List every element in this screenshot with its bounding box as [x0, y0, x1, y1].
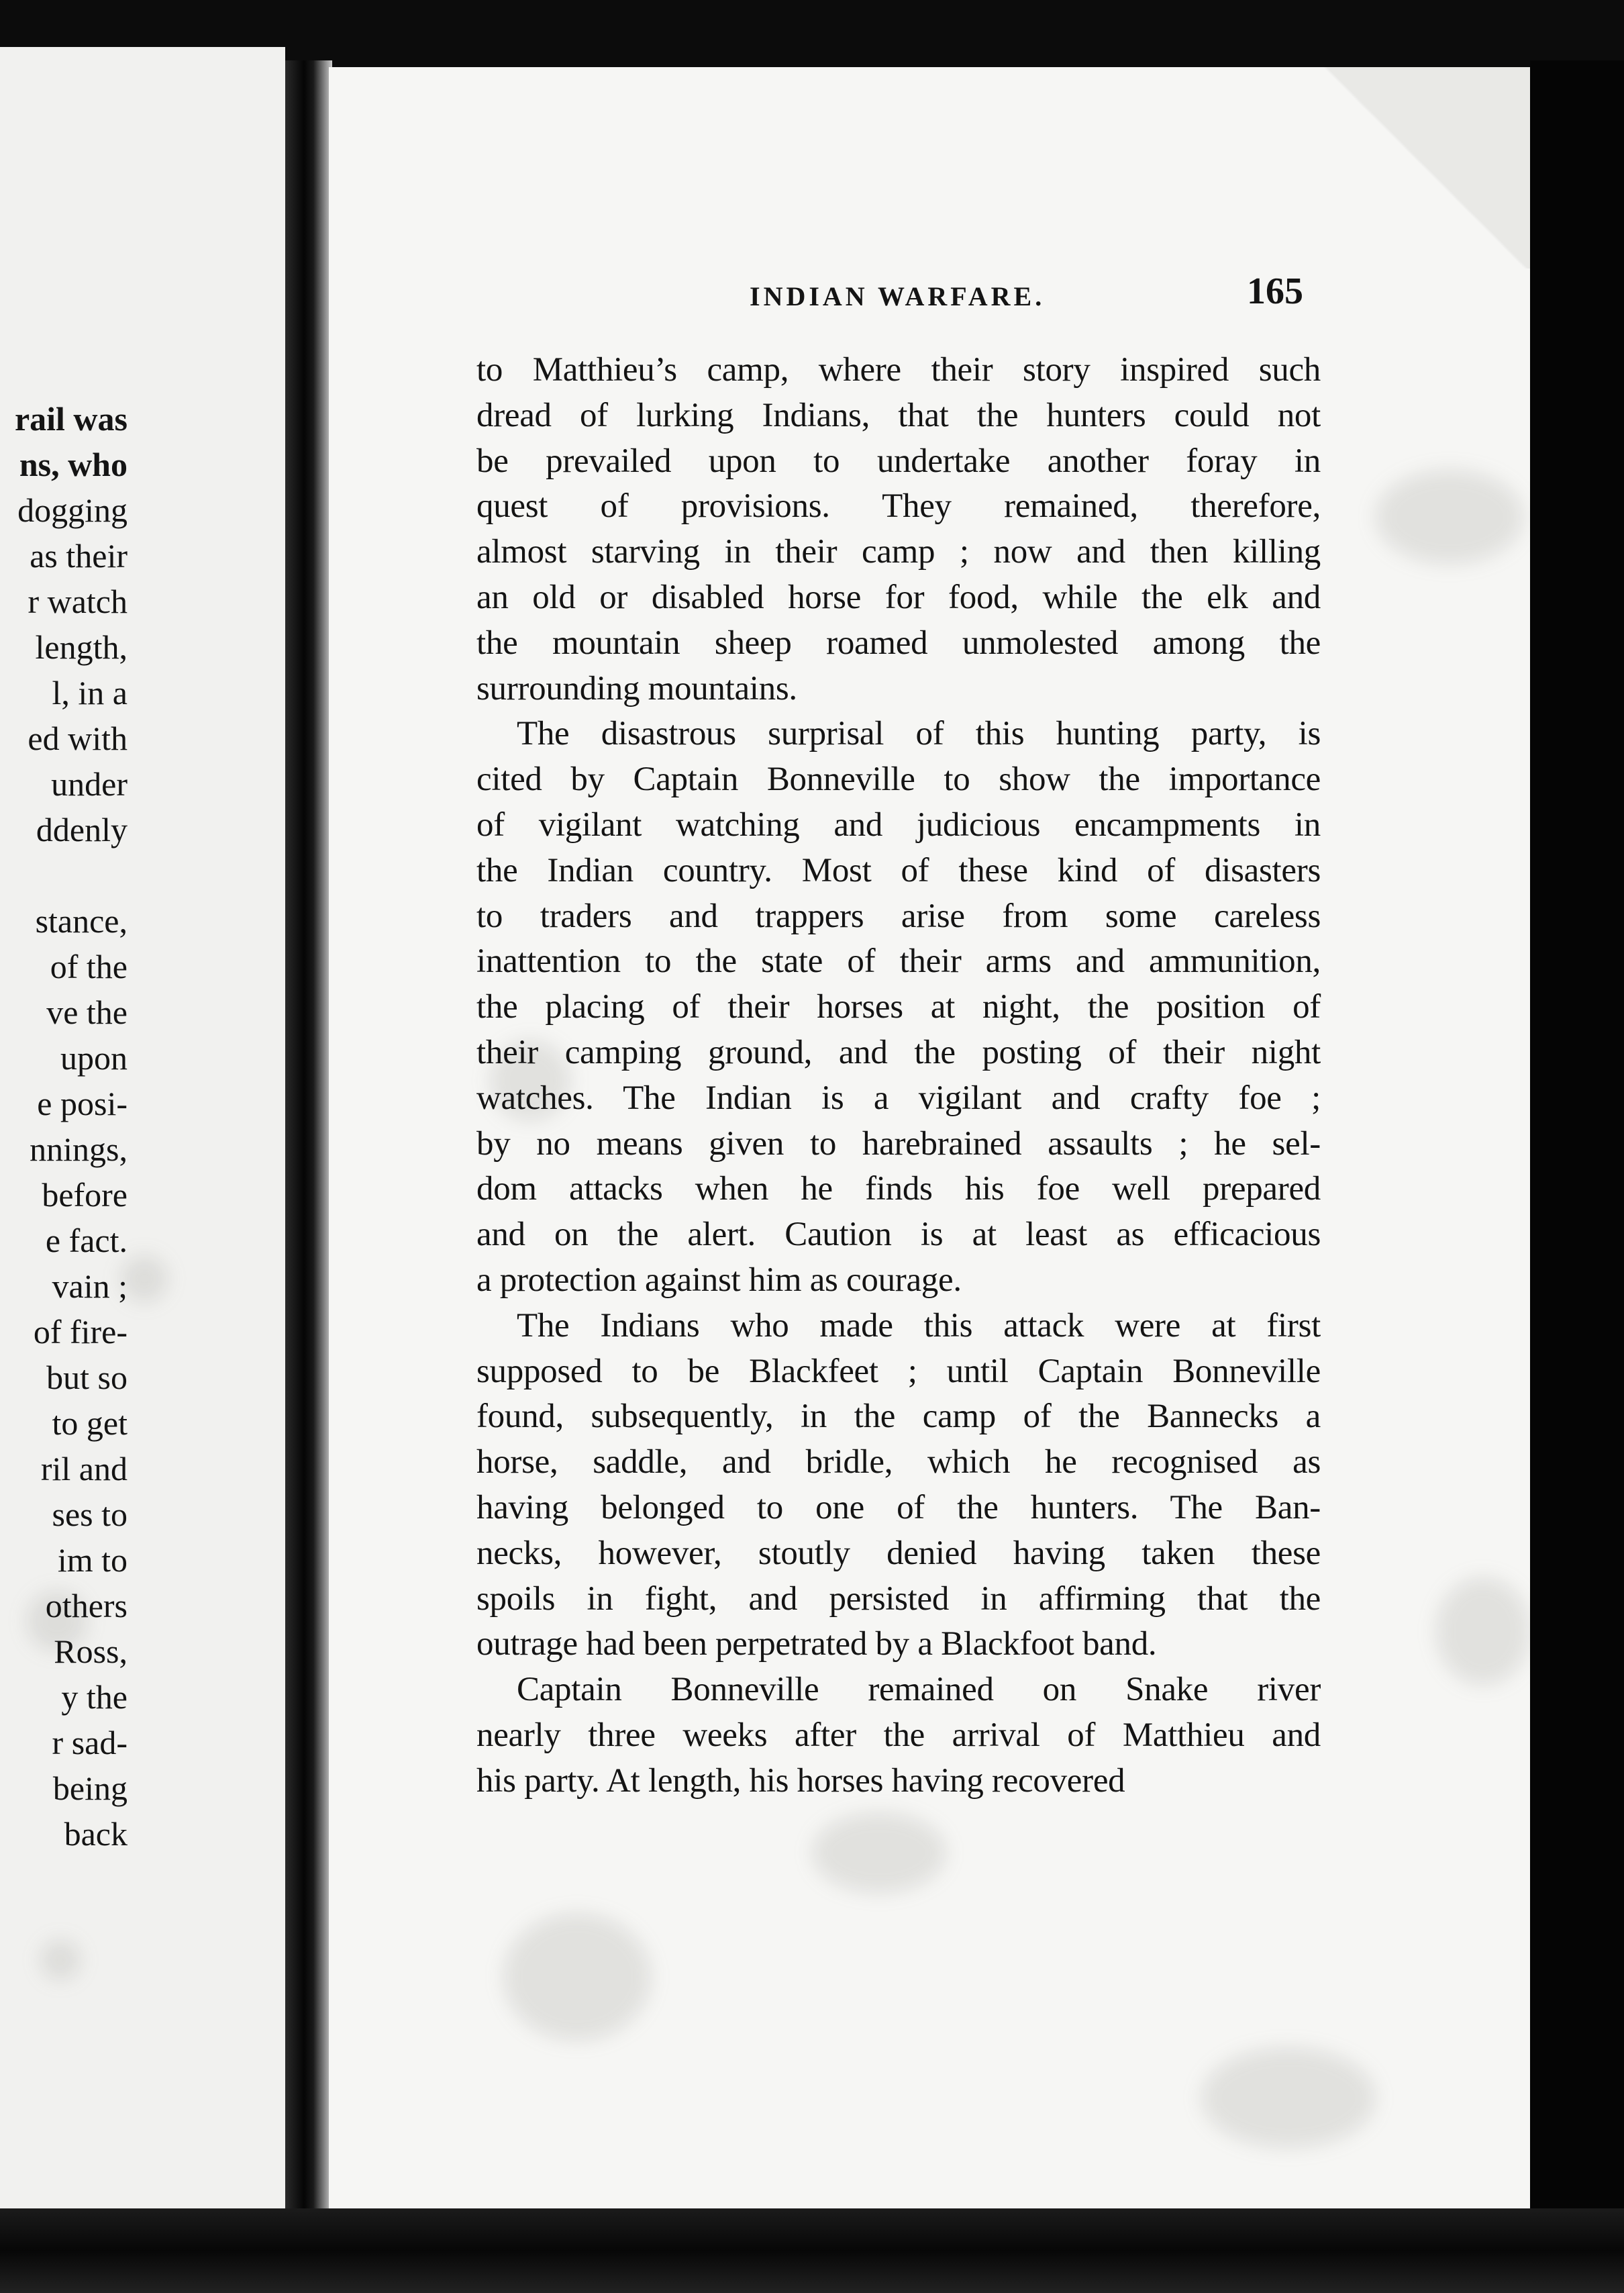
previous-page-line: before [42, 1176, 128, 1214]
previous-page-line: ses to [52, 1496, 128, 1533]
text-line: by no means given to harebrained assaults ; he sel- [476, 1124, 1321, 1163]
paper-stain [1201, 2047, 1376, 2148]
text-line: quest of provisions. They remained, therefore, [476, 487, 1321, 526]
text-line: necks, however, stoutly denied having taken these [476, 1534, 1321, 1572]
text-line: their camping ground, and the posting of their night [476, 1033, 1321, 1071]
text-line: and on the alert. Caution is at least as efficacious [476, 1216, 1321, 1254]
scan-right-border [1530, 60, 1624, 2229]
running-head: INDIAN WARFARE. [750, 281, 1046, 311]
paper-stain [503, 1913, 651, 2041]
text-line: found, subsequently, in the camp of the Bannecks a [476, 1398, 1321, 1436]
previous-page-line: to get [52, 1404, 128, 1442]
text-line: supposed to be Blackfeet ; until Captain Bonneville [476, 1352, 1321, 1390]
previous-page-line: length, [35, 628, 128, 666]
previous-page-line: ve the [46, 993, 128, 1031]
text-line: outrage had been perpetrated by a Blackfoot band. [476, 1625, 1157, 1663]
previous-page-line [0, 852, 128, 898]
text-line: be prevailed upon to undertake another foray in [476, 442, 1321, 480]
previous-page-line: being [52, 1769, 128, 1807]
text-line: watches. The Indian is a vigilant and crafty foe ; [476, 1079, 1321, 1117]
text-line: cited by Captain Bonneville to show the importance [476, 761, 1321, 799]
folded-corner [1309, 67, 1530, 269]
text-line: the mountain sheep roamed unmolested among the [476, 624, 1321, 662]
text-line: surrounding mountains. [476, 669, 797, 708]
paper-stain [1436, 1577, 1530, 1685]
previous-page-line: rail was [14, 400, 128, 438]
page-number: 165 [1247, 271, 1303, 312]
text-line: horse, saddle, and bridle, which he recognised as [476, 1443, 1321, 1481]
text-line: the placing of their horses at night, the position of [476, 988, 1321, 1026]
text-line: The Indians who made this attack were at first [517, 1306, 1321, 1345]
previous-page-line: but so [46, 1359, 128, 1396]
previous-page-line: back [64, 1815, 128, 1853]
text-line: dread of lurking Indians, that the hunters could not [476, 396, 1321, 434]
text-line: inattention to the state of their arms and ammunition, [476, 942, 1321, 981]
previous-page-line: e fact. [45, 1222, 128, 1259]
previous-page-line: upon [60, 1039, 128, 1077]
previous-page-line: e posi- [37, 1085, 128, 1122]
previous-page-line: r sad- [52, 1724, 128, 1761]
previous-page-line: of the [50, 948, 128, 985]
previous-page-fragment [0, 47, 285, 2208]
text-line: spoils in fight, and persisted in affirming that the [476, 1579, 1321, 1618]
body-text [476, 348, 1321, 1804]
scan-bottom-border [0, 2208, 1624, 2293]
previous-page-line: as their [30, 537, 128, 575]
text-line: dom attacks when he finds his foe well prepared [476, 1170, 1321, 1208]
previous-page-line: Ross, [54, 1632, 128, 1670]
text-line: having belonged to one of the hunters. The Ban- [476, 1488, 1321, 1526]
previous-page-line: ns, who [19, 446, 128, 483]
previous-page-line: dogging [17, 491, 128, 529]
text-line: a protection against him as courage. [476, 1261, 962, 1299]
text-line: The disastrous surprisal of this hunting party, is [517, 715, 1321, 753]
text-line: an old or disabled horse for food, while the elk and [476, 578, 1321, 616]
previous-page-line: others [45, 1587, 128, 1624]
paper-stain [40, 1940, 81, 1980]
previous-page-line-endings [0, 396, 128, 1857]
text-line: his party. At length, his horses having recovered [476, 1761, 1125, 1800]
previous-page-line: ril and [40, 1450, 128, 1487]
previous-page-line: y the [61, 1678, 128, 1716]
previous-page-line: im to [57, 1541, 128, 1579]
previous-page-line: nnings, [30, 1130, 128, 1168]
text-line: of vigilant watching and judicious encampments in [476, 806, 1321, 844]
previous-page-line: under [51, 765, 128, 803]
previous-page-line: vain ; [52, 1267, 128, 1305]
previous-page-line: ed with [28, 720, 128, 757]
text-line: to traders and trappers arise from some careless [476, 897, 1321, 935]
previous-page-line: stance, [35, 902, 128, 940]
text-line: to Matthieu’s camp, where their story inspired such [476, 351, 1321, 389]
paper-stain [1376, 470, 1523, 564]
previous-page-line: r watch [28, 583, 128, 620]
text-line: Captain Bonneville remained on Snake river [517, 1671, 1321, 1709]
book-gutter [285, 60, 332, 2208]
text-line: nearly three weeks after the arrival of Matthieu and [476, 1716, 1321, 1754]
paper-stain [812, 1812, 946, 1893]
previous-page-line: of fire- [33, 1313, 128, 1351]
text-line: the Indian country. Most of these kind of disasters [476, 851, 1321, 889]
text-line: almost starving in their camp ; now and then killing [476, 533, 1321, 571]
paper-stain [121, 1255, 168, 1302]
previous-page-line: ddenly [36, 811, 128, 848]
previous-page-line: l, in a [52, 674, 128, 712]
